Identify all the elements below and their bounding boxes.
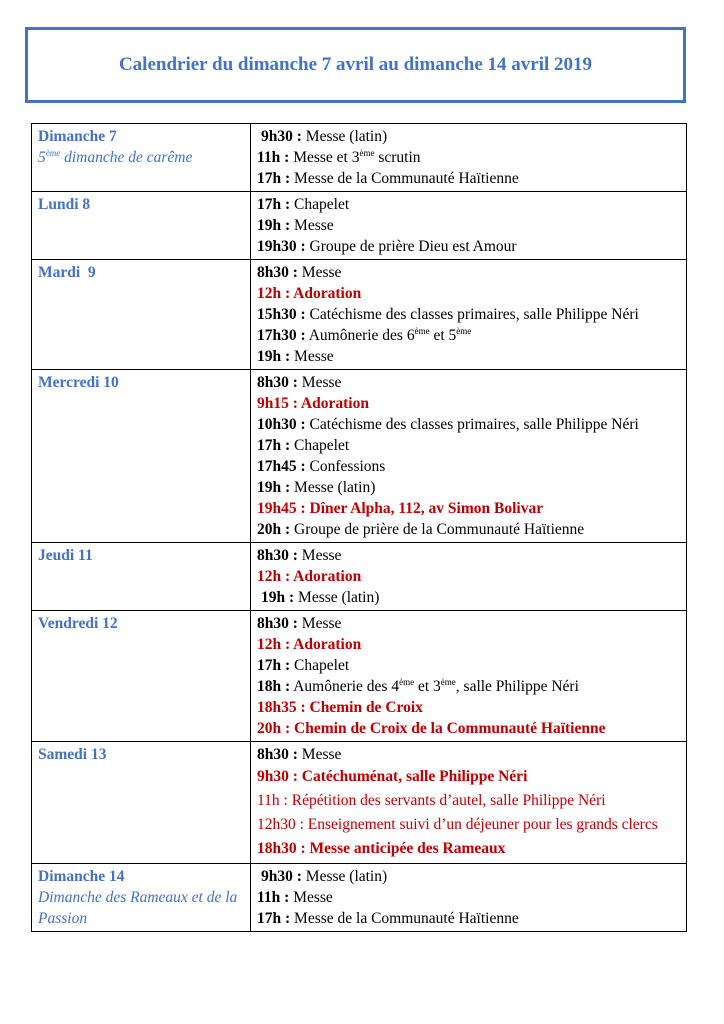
day-cell [32,864,251,932]
event-line: 17h : Chapelet [257,437,350,454]
day-subtitle: Dimanche des Rameaux et de la Passion [38,889,238,927]
event-line-highlight: 12h : Adoration [257,568,362,585]
page-title: Calendrier du dimanche 7 avril au dimanche 14 avril 2019 [118,54,593,75]
event-line: 19h : Messe [257,217,334,234]
day-name: Mercredi 10 [38,374,119,391]
event-line: 20h : Groupe de prière de la Communauté Haïtienne [257,521,585,538]
event-line: 19h30 : Groupe de prière Dieu est Amour [257,238,517,255]
events-cell [251,864,687,932]
table-row [32,742,687,864]
event-line: 17h45 : Confessions [257,458,386,475]
table-row [32,543,687,611]
day-name: Jeudi 11 [38,547,93,564]
event-line-highlight: 12h : Adoration [257,285,362,302]
day-name: Vendredi 12 [38,615,118,632]
event-line: 11h : Messe [257,889,333,906]
event-line: 11h : Messe et 3ème scrutin [257,147,421,166]
day-name: Samedi 13 [38,746,107,763]
day-cell [32,370,251,543]
events-cell [251,370,687,543]
event-line: 8h30 : Messe [257,547,342,564]
event-line: 17h30 : Aumônerie des 6ème et 5ème [257,325,472,344]
events-cell [251,543,687,611]
event-line: 19h : Messe [257,348,334,365]
event-line-highlight: 18h30 : Messe anticipée des Rameaux [257,840,506,857]
event-line: 19h : Messe (latin) [257,479,376,496]
events-cell [251,611,687,742]
event-line: 17h : Messe de la Communauté Haïtienne [257,170,519,187]
event-line: 9h30 : Messe (latin) [261,128,388,145]
day-cell [32,611,251,742]
event-line: 8h30 : Messe [257,746,342,763]
event-line-highlight: 12h30 : Enseignement suivi d’un déjeuner pour les grands clercs [257,816,658,833]
event-line: 17h : Chapelet [257,196,350,213]
event-line: 15h30 : Catéchisme des classes primaires, salle Philippe Néri [257,306,639,323]
day-name: Mardi 9 [38,264,96,281]
event-line-highlight: 9h15 : Adoration [257,395,369,412]
day-subtitle: 5ème dimanche de carême [38,147,193,166]
event-line: 9h30 : Messe (latin) [261,868,388,885]
events-cell [251,124,687,192]
table-row [32,124,687,192]
event-line: 10h30 : Catéchisme des classes primaires, salle Philippe Néri [257,416,639,433]
events-cell [251,742,687,864]
event-line: 18h : Aumônerie des 4ème et 3ème, salle Philippe Néri [257,676,579,695]
event-line: 8h30 : Messe [257,264,342,281]
events-cell [251,260,687,370]
event-line-highlight: 9h30 : Catéchuménat, salle Philippe Néri [257,768,528,785]
event-line: 19h : Messe (latin) [261,589,380,606]
event-line: 8h30 : Messe [257,374,342,391]
day-cell [32,543,251,611]
event-line-highlight: 19h45 : Dîner Alpha, 112, av Simon Bolivar [257,500,544,517]
day-cell [32,742,251,864]
day-cell [32,260,251,370]
event-line: 17h : Chapelet [257,657,350,674]
event-line-highlight: 11h : Répétition des servants d’autel, salle Philippe Néri [257,792,606,809]
table-row [32,192,687,260]
event-line-highlight: 20h : Chemin de Croix de la Communauté Haïtienne [257,720,606,737]
schedule-table [31,123,687,932]
day-cell [32,124,251,192]
day-name: Lundi 8 [38,196,91,213]
event-line-highlight: 12h : Adoration [257,636,362,653]
day-name: Dimanche 7 [38,128,117,145]
table-row [32,864,687,932]
event-line-highlight: 18h35 : Chemin de Croix [257,699,423,716]
event-line: 8h30 : Messe [257,615,342,632]
day-name: Dimanche 14 [38,868,125,885]
events-cell [251,192,687,260]
title-box [25,27,686,103]
table-row [32,370,687,543]
event-line: 17h : Messe de la Communauté Haïtienne [257,910,519,927]
table-row [32,260,687,370]
table-row [32,611,687,742]
day-cell [32,192,251,260]
